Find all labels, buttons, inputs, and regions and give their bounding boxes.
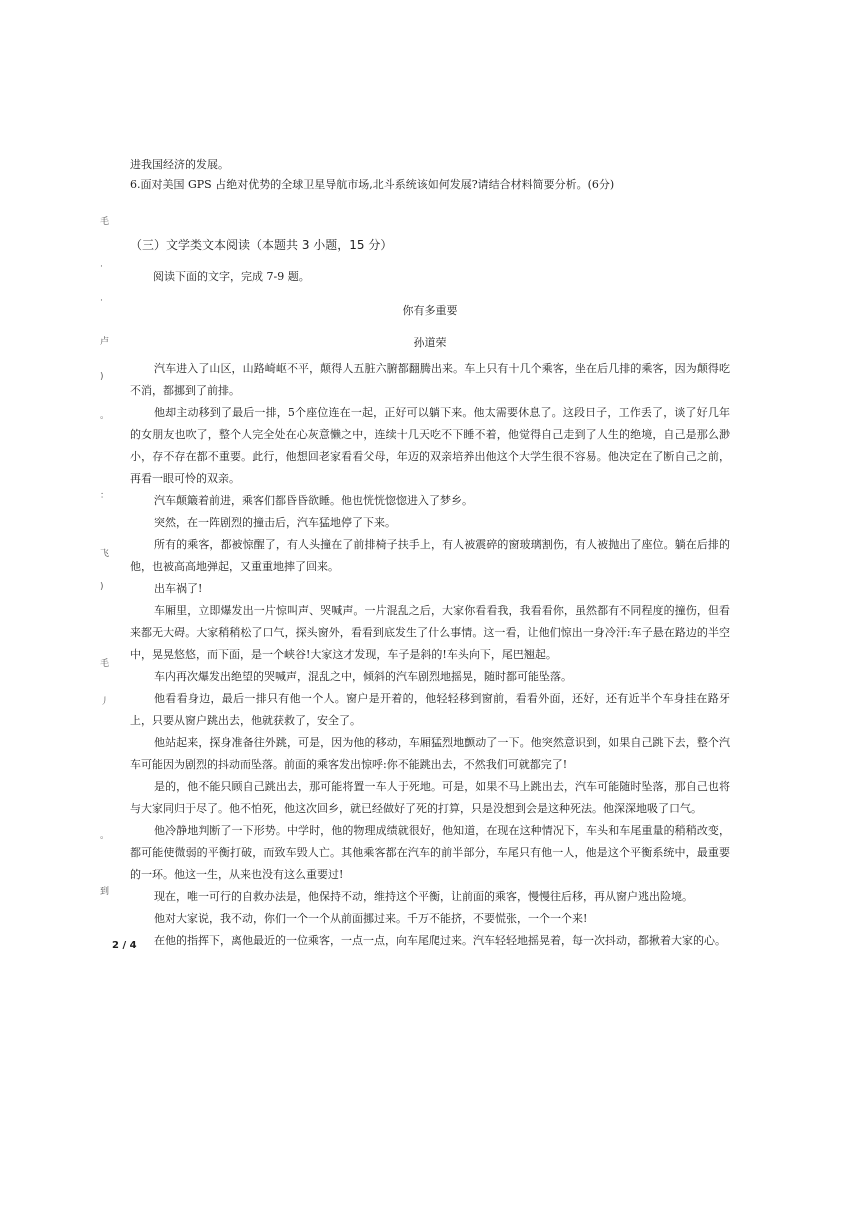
paragraph: 他对大家说，我不动，你们一个一个从前面挪过来。千万不能挤，不要慌张，一个一个来! <box>154 912 588 925</box>
paragraph: 汽车颠簸着前进，乘客们都昏昏欲睡。他也恍恍惚惚进入了梦乡。 <box>154 494 473 507</box>
paragraph: 他站起来，探身准备往外跳，可是，因为他的移动，车厢猛烈地颤动了一下。他突然意识到，如果自己跳下去，整个汽车可能因为剧烈的抖动而坠落。前面的乘客发出惊呼:你不能跳出去，不然我们可就都完了! <box>130 736 730 771</box>
article-title: 你有多重要 <box>402 304 458 317</box>
margin-mark: 丿 <box>100 697 110 707</box>
margin-mark: 到 <box>100 887 110 897</box>
paragraph: 车厢里，立即爆发出一片惊叫声、哭喊声。一片混乱之后，大家你看看我，我看看你，虽然都有不同程度的撞伤，但看来都无大碍。大家稍稍松了口气，探头窗外，看看到底发生了什么事情。这一看，让他们惊出一身冷汗:车子悬在路边的半空中，晃晃悠悠，而下面，是一个峡谷!大家这才发现，车子是斜的!车头向下，尾巴翘起。 <box>130 604 730 661</box>
margin-mark: 。 <box>100 411 110 421</box>
question-6: 6.面对美国 GPS 占绝对优势的全球卫星导航市场,北斗系统该如何发展?请结合材料简要分析。(6分) <box>130 178 615 191</box>
margin-mark: · <box>100 296 103 306</box>
paragraph: 突然，在一阵剧烈的撞击后，汽车猛地停了下来。 <box>154 516 396 529</box>
paragraph: 车内再次爆发出绝望的哭喊声，混乱之中，倾斜的汽车剧烈地摇晃，随时都可能坠落。 <box>154 670 572 683</box>
paragraph: 是的，他不能只顾自己跳出去，那可能将置一车人于死地。可是，如果不马上跳出去，汽车可能随时坠落，那自己也将与大家同归于尽了。他不怕死，他这次回乡，就已经做好了死的打算，只是没想到会是这种死法。他深深地吸了口气。 <box>130 780 730 815</box>
paragraph: 在他的指挥下，离他最近的一位乘客，一点一点，向车尾爬过来。汽车轻轻地摇晃着，每一次抖动，都揪着大家的心。 <box>154 934 726 947</box>
section-heading: （三）文学类文本阅读（本题共 3 小题，15 分） <box>130 238 393 252</box>
margin-mark: 。 <box>100 831 110 841</box>
margin-mark: 卢 <box>100 337 110 347</box>
top-text-line: 进我国经济的发展。 <box>130 158 229 171</box>
paragraph: 他却主动移到了最后一排，5个座位连在一起，正好可以躺下来。他太需要休息了。这段日子，工作丢了，谈了好几年的女朋友也吹了，整个人完全处在心灰意懒之中，连续十几天吃不下睡不着，他觉得自己走到了人生的绝境，自己是那么渺小，存不存在都不重要。此行，他想回老家看看父母，年迈的双亲培养出他这个大学生很不容易。他决定在了断自己之前，再看一眼可怜的双亲。 <box>130 406 730 485</box>
margin-mark: ： <box>100 491 110 501</box>
margin-mark: 毛 <box>100 659 110 669</box>
paragraph: 他冷静地判断了一下形势。中学时，他的物理成绩就很好，他知道，在现在这种情况下，车头和车尾重量的稍稍改变，都可能使微弱的平衡打破，而致车毁人亡。其他乘客都在汽车的前半部分，车尾只有他一人，他是这个平衡系统中，最重要的一环。他这一生，从来也没有这么重要过! <box>130 824 730 881</box>
margin-mark: 毛 <box>100 217 110 227</box>
paragraph: 所有的乘客，都被惊醒了，有人头撞在了前排椅子扶手上，有人被震碎的窗玻璃割伤，有人被抛出了座位。躺在后排的他，也被高高地弹起，又重重地摔了回来。 <box>130 538 730 573</box>
paragraph: 现在，唯一可行的自救办法是，他保持不动，维持这个平衡，让前面的乘客，慢慢往后移，再从窗户逃出险境。 <box>154 890 693 903</box>
paragraph: 他看看身边，最后一排只有他一个人。窗户是开着的，他轻轻移到窗前，看看外面，还好，还有近半个车身挂在路牙上，只要从窗户跳出去，他就获救了，安全了。 <box>130 692 730 727</box>
margin-mark: ) <box>100 582 104 592</box>
margin-mark: · <box>100 262 103 272</box>
article-author: 孙道荣 <box>413 336 447 349</box>
margin-mark: 飞 <box>100 549 110 559</box>
reading-instruction: 阅读下面的文字，完成 7-9 题。 <box>153 270 310 283</box>
paragraph: 汽车进入了山区，山路崎岖不平，颠得人五脏六腑都翻腾出来。车上只有十几个乘客，坐在后几排的乘客，因为颠得吃不消，都挪到了前排。 <box>130 362 730 397</box>
article-body <box>130 358 730 952</box>
margin-mark: ) <box>100 372 104 382</box>
page-number: 2 / 4 <box>112 940 137 951</box>
paragraph: 出车祸了! <box>154 582 203 595</box>
